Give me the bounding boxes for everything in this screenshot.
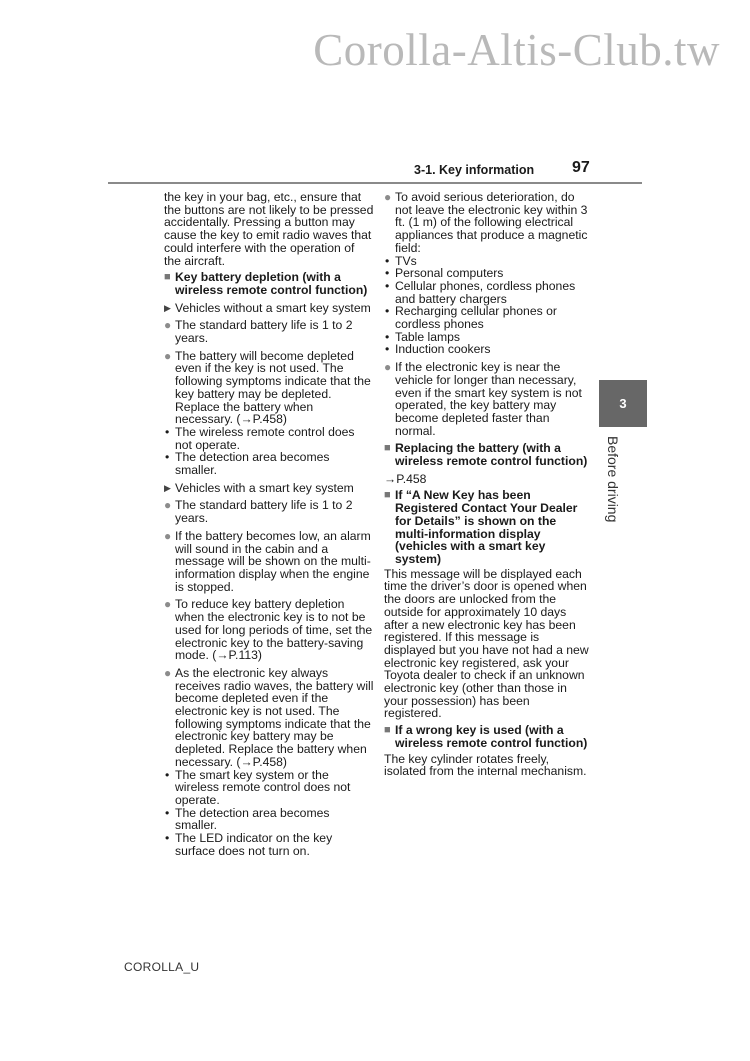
dot-bullet-icon: • [385, 266, 390, 281]
list-item: • The detection area becomes smaller. [165, 450, 330, 478]
list-item: • Personal computers [385, 266, 504, 281]
heading-wrong-key: ■ If a wrong key is used (with a wireless remote control function) [384, 723, 588, 750]
symptom-list [164, 426, 374, 477]
chapter-label: Before driving [605, 436, 621, 523]
list-item: ● The standard battery life is 1 to 2 years. [164, 498, 353, 526]
square-bullet-icon: ■ [384, 489, 391, 502]
section-title: 3-1. Key information [414, 163, 535, 177]
left-column [164, 191, 374, 862]
circle-bullet-icon: ● [164, 348, 172, 363]
list-item: • The LED indicator on the key surface does not turn on. [165, 831, 333, 858]
heading-new-key-message: ■ If “A New Key has been Registered Contact Your Dealer for Details” is shown on the multi-information display (vehicles with a smart key system) [384, 488, 578, 566]
dot-bullet-icon: • [165, 450, 170, 465]
appliance-list [384, 255, 589, 357]
triangle-bullet-icon: ▶ [164, 482, 171, 493]
circle-bullet-icon: ● [384, 360, 392, 375]
dot-bullet-icon: • [165, 424, 170, 439]
circle-bullet-icon: ● [164, 318, 172, 333]
square-bullet-icon: ■ [384, 724, 391, 737]
circle-bullet-icon: ● [164, 665, 172, 680]
list-item: ● As the electronic key always receives radio waves, the battery will become depleted even if the electronic key is not used. The following symptoms indicate that the electronic key battery may be depleted. Replace the battery when necessary. (→P.458) [164, 665, 374, 769]
square-bullet-icon: ■ [164, 271, 171, 284]
circle-bullet-icon: ● [164, 528, 172, 543]
dot-bullet-icon: • [385, 253, 390, 268]
list-item: • The detection area becomes smaller. [165, 805, 330, 833]
dot-bullet-icon: • [165, 831, 170, 846]
subheading-with-smart-key: ▶ Vehicles with a smart key system [164, 480, 354, 495]
heading-replacing-battery: ■ Replacing the battery (with a wireless remote control function) [384, 441, 588, 469]
list-item: • TVs [385, 253, 417, 268]
list-item: ● To avoid serious deterioration, do not leave the electronic key within 3 ft. (1 m) of the following electrical appliances that produce a magnetic field: [384, 190, 588, 255]
dot-bullet-icon: • [165, 805, 170, 820]
list-item: ● If the battery becomes low, an alarm will sound in the cabin and a message will be shown on the multi-information display when the engine is stopped. [164, 528, 371, 594]
triangle-bullet-icon: ▶ [164, 302, 171, 313]
list-item: • Induction cookers [385, 342, 491, 357]
watermark: Corolla-Altis-Club.tw [313, 25, 720, 75]
circle-bullet-icon: ● [164, 597, 172, 612]
square-bullet-icon: ■ [384, 442, 391, 455]
list-item: ● The battery will become depleted even if the key is not used. The following symptoms indicate that the key battery may be depleted. Replace the battery when necessary. (→P.458) [164, 348, 371, 427]
right-column [384, 191, 589, 782]
dot-bullet-icon: • [385, 329, 390, 344]
chapter-tab[interactable]: 3 [599, 380, 647, 427]
list-item: ● To reduce key battery depletion when the electronic key is to not be used for long periods of time, set the electronic key to the battery-saving mode. (→P.113) [164, 597, 373, 663]
circle-bullet-icon: ● [164, 498, 172, 513]
dot-bullet-icon: • [385, 278, 390, 293]
footer-code: COROLLA_U [124, 960, 200, 974]
new-key-text: This message will be displayed each time the driver’s door is opened when the doors are unlocked from the outside for approximately 10 days after a new electronic key has been registered. If this message is displayed but you have not had a new electronic key registered, ask your Toyota dealer to check if an unknown electronic key (other than those in your possession) has been registered. [384, 566, 589, 721]
wrong-key-text: The key cylinder rotates freely, isolated from the internal mechanism. [384, 751, 587, 779]
list-item: ● The standard battery life is 1 to 2 years. [164, 318, 353, 346]
intro-text: the key in your bag, etc., ensure that the buttons are not likely to be pressed accidentally. Pressing a button may cause the key to emit radio waves that could interfere with the operation of the aircraft. [164, 190, 374, 268]
list-item: • The wireless remote control does not operate. [165, 424, 355, 452]
header-divider [108, 182, 642, 184]
page-number: 97 [572, 159, 590, 176]
symptom-list [164, 769, 374, 858]
list-item: ● If the electronic key is near the vehicle for longer than necessary, even if the smart key system is not operated, the key battery may become depleted faster than normal. [384, 360, 582, 438]
dot-bullet-icon: • [385, 304, 390, 319]
list-item: • Recharging cellular phones or cordless phones [385, 304, 557, 332]
dot-bullet-icon: • [385, 342, 390, 357]
dot-bullet-icon: • [165, 767, 170, 782]
list-item: • Cellular phones, cordless phones and battery chargers [385, 278, 576, 306]
list-item: • The smart key system or the wireless remote control does not operate. [165, 767, 351, 807]
heading-battery-depletion: ■ Key battery depletion (with a wireless remote control function) [164, 270, 368, 297]
page-reference-link[interactable]: →P.458 [384, 471, 427, 486]
list-item: • Table lamps [385, 329, 461, 344]
circle-bullet-icon: ● [384, 190, 392, 204]
subheading-without-smart-key: ▶ Vehicles without a smart key system [164, 300, 371, 315]
